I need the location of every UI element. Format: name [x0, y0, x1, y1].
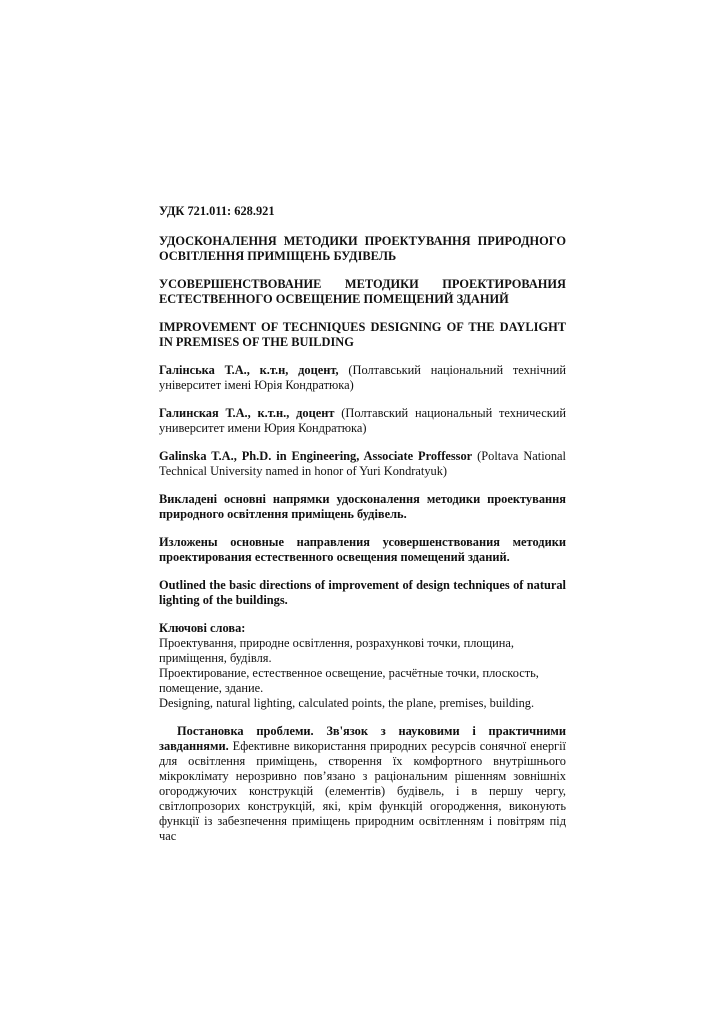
author-english	[159, 449, 566, 479]
author-name: Галинская Т.А., к.т.н., доцент	[159, 406, 335, 420]
udc-code: УДК 721.011: 628.921	[159, 204, 275, 218]
author-ukrainian	[159, 363, 566, 393]
author-russian	[159, 406, 566, 436]
title-english: IMPROVEMENT OF TECHNIQUES DESIGNING OF THE DAYLIGHT IN PREMISES OF THE BUILDING	[159, 320, 566, 349]
title-russian: УСОВЕРШЕНСТВОВАНИЕ МЕТОДИКИ ПРОЕКТИРОВАНИЯ ЕСТЕСТВЕННОГО ОСВЕЩЕНИЕ ПОМЕЩЕНИЙ ЗДАНИЙ	[159, 277, 566, 306]
body-text: Ефективне використання природних ресурсів сонячної енергії для освітлення приміщень, створення їх комфортного внутрішнього мікроклімату нерозривно пов’язано з раціональним рішенням зовнішніх огороджуючих конструкцій (елементів) будівель, і в першу чергу, світлопрозорих конструкцій, які, крім функцій огородження, виконують функції із забезпечення приміщень природним освітленням і повітрям під час	[159, 739, 566, 843]
author-affiliation: (Полтавский национальный технический университет имени Юрия Кондратюка)	[159, 406, 567, 435]
keywords-ukrainian: Проектування, природне освітлення, розрахункові точки, площина, приміщення, будівля.	[159, 636, 515, 665]
keywords-russian: Проектирование, естественное освещение, расчётные точки, плоскость, помещение, здание.	[159, 666, 539, 695]
body-paragraph	[159, 724, 566, 844]
author-name: Галінська Т.А., к.т.н, доцент,	[159, 363, 339, 377]
abstract-russian: Изложены основные направления усовершенствования методики проектирования естественного освещения помещений зданий.	[159, 535, 566, 564]
author-name: Galinska T.A., Ph.D. in Engineering, Associate Proffessor	[159, 449, 473, 463]
article-page	[159, 204, 566, 844]
keywords-english: Designing, natural lighting, calculated points, the plane, premises, building.	[159, 696, 535, 710]
title-ukrainian: УДОСКОНАЛЕННЯ МЕТОДИКИ ПРОЕКТУВАННЯ ПРИРОДНОГО ОСВІТЛЕННЯ ПРИМІЩЕНЬ БУДІВЕЛЬ	[159, 234, 566, 263]
abstract-ukrainian: Викладені основні напрямки удосконалення методики проектування природного освітлення приміщень будівель.	[159, 492, 566, 521]
abstract-english: Outlined the basic directions of improvement of design techniques of natural lighting of the buildings.	[159, 578, 566, 607]
body-heading: Постановка проблеми. Зв'язок з науковими і практичними завданнями.	[159, 724, 566, 753]
author-affiliation: (Poltava National Technical University named in honor of Yuri Kondratyuk)	[159, 449, 566, 478]
author-affiliation: (Полтавський національний технічний університет імені Юрія Кондратюка)	[159, 363, 566, 392]
keywords-heading: Ключові слова:	[159, 621, 246, 635]
